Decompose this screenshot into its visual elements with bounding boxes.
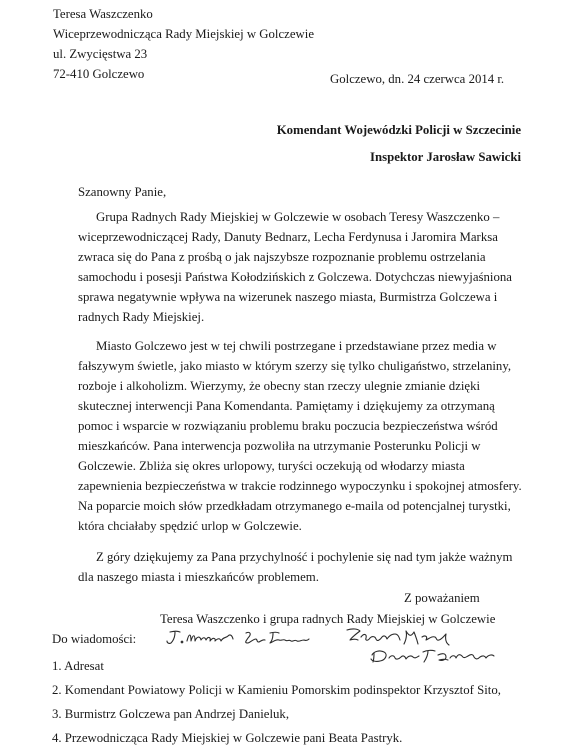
paragraph-line: Grupa Radnych Rady Miejskiej w Golczewie w osobach Teresy Waszczenko – (96, 210, 500, 224)
sender-block (53, 4, 314, 84)
sender-street: ul. Zwycięstwa 23 (53, 47, 148, 61)
paragraph-line: Miasto Golczewo jest w tej chwili postrzegane i przedstawiane przez media w (96, 339, 497, 353)
recipient-title: Komendant Wojewódzki Policji w Szczecinie (276, 123, 521, 137)
signature-2 (246, 632, 309, 643)
signature-1 (167, 631, 233, 643)
sender-name: Teresa Waszczenko (53, 7, 153, 21)
recipient-name: Inspektor Jarosław Sawicki (370, 150, 521, 164)
cc-list-item: 1. Adresat (52, 659, 104, 673)
handwritten-signatures (160, 623, 520, 669)
paragraph-line: która chciałaby spędzić urlop w Golczewie. (78, 519, 302, 533)
paragraph-line: zwraca się do Pana z prośbą o jak najszybsze rozpoznanie problemu ostrzelania (78, 250, 486, 264)
paragraph-line: zapewnienia bezpieczeństwa w trakcie rodzinnego wypoczynku i spokojnej atmosfery. (78, 479, 522, 493)
paragraph-1 (78, 207, 512, 327)
closing: Z poważaniem (404, 591, 480, 605)
paragraph-line: sprawa negatywnie wpływa na wizerunek naszego miasta, Burmistrza Golczewa i (78, 290, 498, 304)
cc-list-item: 3. Burmistrz Golczewa pan Andrzej Danieluk, (52, 707, 290, 721)
cc-list-item: 4. Przewodnicząca Rady Miejskiej w Golczewie pani Beata Pastryk. (52, 731, 403, 745)
paragraph-line: Z góry dziękujemy za Pana przychylność i pochylenie się nad tym jakże ważnym (96, 550, 513, 564)
paragraph-line: fałszywym świetle, jako miasto w którym szerzy się tylko chuligaństwo, strzelaniny, (78, 359, 512, 373)
sender-city: 72-410 Golczewo (53, 67, 145, 81)
paragraph-line: samochodu i posesji Państwa Kołodzińskich z Golczewa. Dotychczas niewyjaśniona (78, 270, 512, 284)
salutation: Szanowny Panie, (78, 185, 167, 199)
signer-line: Teresa Waszczenko i grupa radnych Rady Miejskiej w Golczewie (160, 612, 496, 626)
paragraph-3 (78, 547, 513, 587)
paragraph-line: rozboje i alkoholizm. Wierzymy, że obecny stan rzeczy ulegnie zmianie dzięki (78, 379, 481, 393)
paragraph-line: Golczewie. Zbliża się okres urlopowy, turyści oczekują od włodarzy miasta (78, 459, 465, 473)
signature-4 (371, 650, 494, 662)
cc-heading: Do wiadomości: (52, 632, 137, 646)
date-line: Golczewo, dn. 24 czerwca 2014 r. (330, 72, 505, 86)
sender-role: Wiceprzewodnicząca Rady Miejskiej w Golczewie (53, 27, 314, 41)
paragraph-line: dla naszego miasta i mieszkańców problemem. (78, 570, 319, 584)
cc-list-item: 2. Komendant Powiatowy Policji w Kamieniu Pomorskim podinspektor Krzysztof Sito, (52, 683, 501, 697)
paragraph-line: mieszkańców. Pana interwencja pozwoliła na utrzymanie Posterunku Policji w (78, 439, 481, 453)
recipient-block (277, 117, 521, 171)
paragraph-line: pomoc i wsparcie w rozwiązaniu problemu braku poczucia bezpieczeństwa wśród (78, 419, 498, 433)
paragraph-line: skutecznej interwencji Pana Komendanta. Pamiętamy i dziękujemy za otrzymaną (78, 399, 495, 413)
paragraph-line: wiceprzewodniczącej Rady, Danuty Bednarz, Lecha Ferdynusa i Jaromira Marksa (78, 230, 498, 244)
paragraph-line: Na poparcie moich słów przedkładam otrzymanego e-maila od potencjalnej turystki, (78, 499, 511, 513)
signature-3 (347, 629, 449, 645)
paragraph-line: radnych Rady Miejskiej. (78, 310, 205, 324)
paragraph-2 (78, 336, 522, 536)
